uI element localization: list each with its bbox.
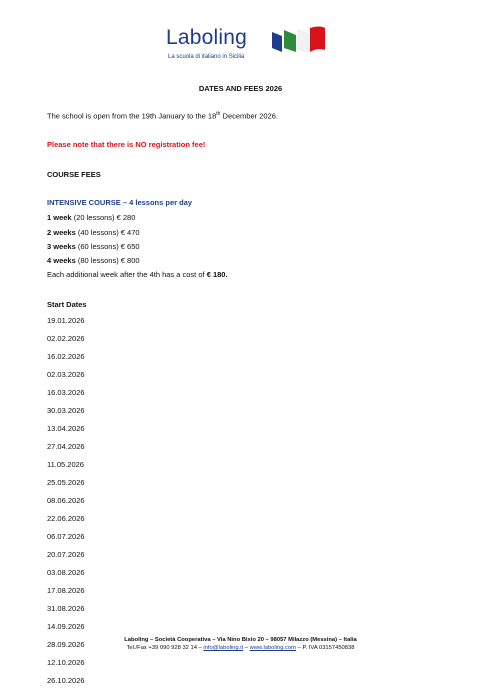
additional-text: Each additional week after the 4th has a cost of [47,270,207,279]
intensive-course-heading: INTENSIVE COURSE – 4 lessons per day [47,198,193,207]
registration-notice: Please note that there is NO registration fee! [47,140,206,149]
list-item: 02.03.2026 [47,370,85,379]
list-item: 14.09.2026 [47,622,85,631]
list-item: 16.03.2026 [47,388,85,397]
list-item: 16.02.2026 [47,352,85,361]
logo-wordmark: Laboling [166,26,248,49]
logo-tagline: La scuola di italiano in Sicilia [168,54,245,60]
school-open-text [47,111,278,121]
intro-text: The school is open from the 19th January to the 18 [47,111,217,121]
fee-duration: 4 weeks [47,256,76,265]
list-item: 22.06.2026 [47,514,85,523]
fee-detail: (40 lessons) € 470 [75,228,140,237]
list-item: 12.10.2026 [47,658,85,667]
list-item: 30.03.2026 [47,406,85,415]
start-dates-heading: Start Dates [47,300,87,309]
list-item: 26.10.2026 [47,676,85,685]
list-item: 31.08.2026 [47,604,85,613]
additional-week-text [47,270,228,279]
list-item: 06.07.2026 [47,532,85,541]
list-item: 11.05.2026 [47,460,84,469]
page-footer [0,636,481,652]
fee-row [47,242,140,251]
footer-separator: – [243,645,250,651]
list-item: 25.05.2026 [47,478,85,487]
fee-duration: 3 weeks [47,242,76,251]
list-item: 03.08.2026 [47,568,85,577]
flag-mark-icon [270,26,326,52]
list-item: 17.08.2026 [47,586,85,595]
list-item: 13.04.2026 [47,424,85,433]
fee-duration: 2 weeks [47,228,76,237]
list-item: 08.06.2026 [47,496,85,505]
website-link[interactable]: www.laboling.com [249,645,296,651]
laboling-logo [166,24,326,66]
fee-row [47,256,140,265]
footer-contacts [0,644,481,652]
list-item: 19.01.2026 [47,316,85,325]
additional-cost: € 180. [206,270,228,279]
fee-detail: (80 lessons) € 800 [75,256,140,265]
intro-sup: th [216,111,221,117]
page-title: DATES AND FEES 2026 [198,84,283,93]
fee-detail: (20 lessons) € 280 [71,213,136,222]
footer-address: Laboling – Società Cooperativa – Via Nino Bixio 20 – 98057 Milazzo (Messina) – Italia [124,637,357,643]
fee-row [47,228,140,237]
fee-row [47,213,135,222]
footer-phone: Tel./Fax +39 090 928 32 14 – [126,645,204,651]
list-item: 28.09.2026 [47,640,85,649]
course-fees-heading: COURSE FEES [47,170,101,179]
list-item: 02.02.2026 [47,334,85,343]
email-link[interactable]: info@laboling.it [203,645,244,651]
footer-vat: – P. IVA 03157450838 [296,645,355,651]
list-item: 27.04.2026 [47,442,85,451]
intro-text-end: December 2026. [220,111,278,121]
fee-detail: (60 lessons) € 650 [75,242,140,251]
list-item: 20.07.2026 [47,550,85,559]
fee-duration: 1 week [47,213,72,222]
